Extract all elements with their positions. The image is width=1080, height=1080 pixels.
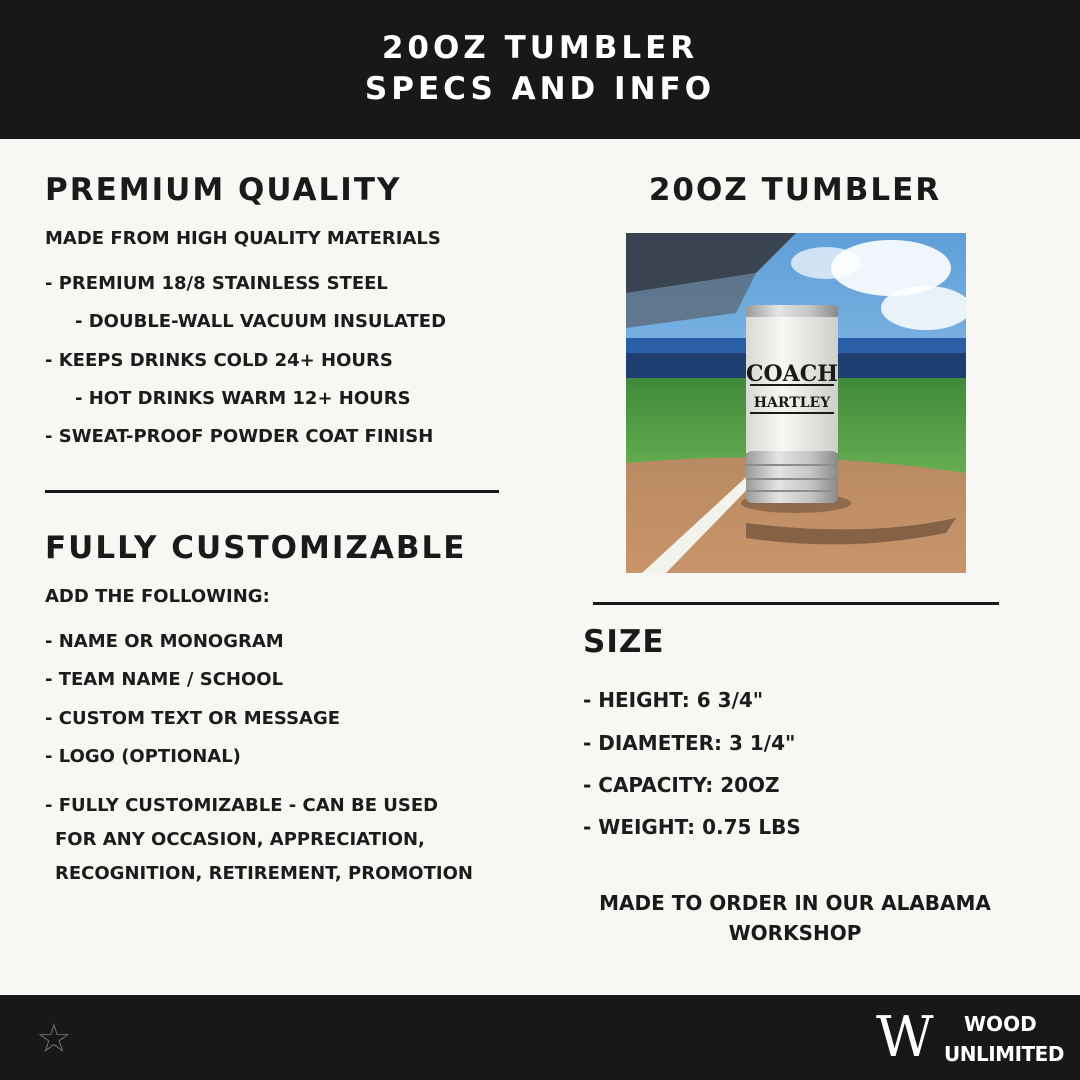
premium-item: - HOT DRINKS WARM 12+ HOURS <box>75 388 411 409</box>
custom-note-line: FOR ANY OCCASION, APPRECIATION, <box>55 829 425 850</box>
custom-intro: ADD THE FOLLOWING: <box>45 586 270 607</box>
premium-item: - PREMIUM 18/8 STAINLESS STEEL <box>45 273 388 294</box>
custom-item: - CUSTOM TEXT OR MESSAGE <box>45 708 341 729</box>
made-note-line2: WORKSHOP <box>728 921 862 945</box>
product-heading: 20OZ TUMBLER <box>648 172 942 208</box>
header-title-line1: 20OZ TUMBLER <box>381 30 699 66</box>
size-divider <box>593 602 999 605</box>
size-item: - DIAMETER: 3 1/4" <box>583 731 796 755</box>
size-item: - HEIGHT: 6 3/4" <box>583 688 764 712</box>
custom-item: - TEAM NAME / SCHOOL <box>45 669 284 690</box>
header-bar <box>0 0 1080 139</box>
size-heading: SIZE <box>583 624 665 660</box>
premium-item: - KEEPS DRINKS COLD 24+ HOURS <box>45 350 393 371</box>
made-note-line1: MADE TO ORDER IN OUR ALABAMA <box>599 891 991 915</box>
custom-note-line: RECOGNITION, RETIREMENT, PROMOTION <box>55 863 473 884</box>
custom-item: - LOGO (OPTIONAL) <box>45 746 241 767</box>
engraving-line2: HARTLEY <box>753 395 831 411</box>
section-divider <box>45 490 499 493</box>
premium-item: - DOUBLE-WALL VACUUM INSULATED <box>75 311 447 332</box>
logo-line1: WOOD <box>964 1012 1037 1036</box>
product-photo <box>626 233 966 573</box>
size-item: - CAPACITY: 20OZ <box>583 773 780 797</box>
fully-customizable-heading: FULLY CUSTOMIZABLE <box>45 530 467 566</box>
logo-line2: UNLIMITED <box>944 1042 1064 1066</box>
logo-letter: W <box>876 1005 916 1070</box>
wood-unlimited-logo <box>876 1005 1064 1070</box>
header-title-line2: SPECS AND INFO <box>364 71 716 107</box>
star-outline-icon: ☆ <box>36 1016 72 1062</box>
premium-item: - SWEAT-PROOF POWDER COAT FINISH <box>45 426 434 447</box>
premium-quality-heading: PREMIUM QUALITY <box>45 172 402 208</box>
premium-intro: MADE FROM HIGH QUALITY MATERIALS <box>45 228 441 249</box>
engraving-line1: COACH <box>745 361 839 387</box>
size-item: - WEIGHT: 0.75 LBS <box>583 815 801 839</box>
custom-item: - NAME OR MONOGRAM <box>45 631 284 652</box>
custom-note-line: - FULLY CUSTOMIZABLE - CAN BE USED <box>45 795 439 816</box>
